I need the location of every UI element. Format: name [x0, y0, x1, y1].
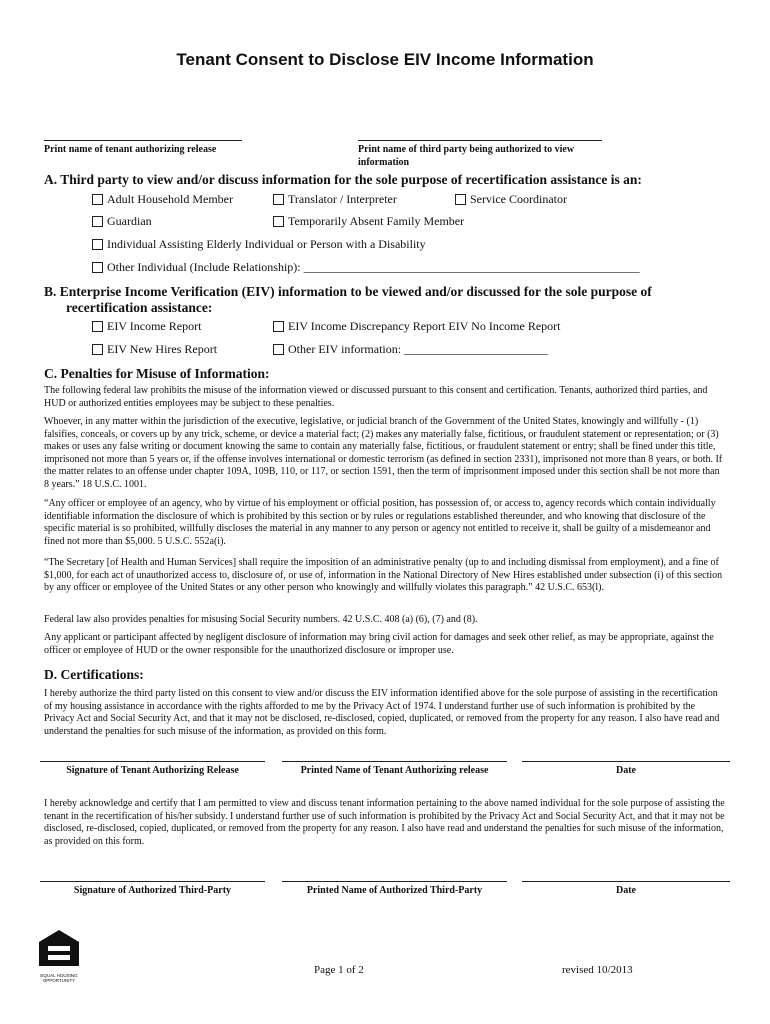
logo-text: EQUAL HOUSING OPPORTUNITY: [40, 973, 78, 983]
checkbox-box[interactable]: [92, 194, 103, 205]
penalties-intro: The following federal law prohibits the misuse of the information viewed or discussed pursuant to this consent and certification. Tenants, authorized third parties, and HUD or authorized entities employees may be subject to these penalties.: [44, 385, 708, 409]
checkbox-guardian[interactable]: [92, 213, 152, 229]
third-party-date-label: Date: [616, 885, 636, 896]
page-number: Page 1 of 2: [314, 964, 364, 976]
tenant-printed-name-label: Printed Name of Tenant Authorizing release: [300, 765, 489, 776]
checkbox-box[interactable]: [92, 262, 103, 273]
option-label: EIV Income Discrepancy Report EIV No Income Report: [288, 319, 561, 333]
penalties-ssn: Federal law also provides penalties for misusing Social Security numbers. 42 U.S.C. 408 (a) (6), (7) and (8).: [44, 614, 478, 625]
option-label: EIV Income Report: [107, 319, 202, 333]
tenant-signature-label: Signature of Tenant Authorizing Release: [66, 765, 239, 776]
penalties-5usc552a: “Any officer or employee of an agency, who by virtue of his employment or official position, has possession of, or access to, agency records which contain individually identifiable information the disclosure of which is prohibited by this section or by rules or regulations established thereunder, and who knowing that disclosure of the specific material is so prohibited, willfully discloses the material in any manner to any person or agency not entitled to receive it, shall be guilty of a misdemeanor and fined not more than $5,000. 5 U.S.C. 552a(i).: [44, 498, 716, 547]
option-label: Service Coordinator: [470, 192, 567, 206]
checkbox-box[interactable]: [92, 321, 103, 332]
section-c-heading: C. Penalties for Misuse of Information:: [44, 366, 270, 381]
checkbox-eiv-new-hires[interactable]: [92, 341, 217, 357]
option-label: Other Individual (Include Relationship): ________________________________________________________: [107, 260, 640, 274]
checkbox-translator[interactable]: [273, 191, 397, 207]
checkbox-individual-assisting[interactable]: [92, 236, 426, 252]
tenant-printed-name-line[interactable]: [282, 761, 507, 762]
section-a-heading: A. Third party to view and/or discuss information for the sole purpose of recertification assistance is an:: [44, 172, 642, 187]
section-b-heading: B. Enterprise Income Verification (EIV) information to be viewed and/or discussed for the sole purpose of: [44, 284, 652, 299]
option-label: Individual Assisting Elderly Individual or Person with a Disability: [107, 237, 426, 251]
penalties-civil-action: Any applicant or participant affected by negligent disclosure of information may bring civil action for damages and seek other relief, as may be appropriate, against the officer or employee of HUD or the owner responsible for the unauthorized disclosure or improper use.: [44, 632, 714, 656]
checkbox-box[interactable]: [273, 344, 284, 355]
tenant-signature-line[interactable]: [40, 761, 265, 762]
checkbox-box[interactable]: [92, 216, 103, 227]
tenant-name-label: Print name of tenant authorizing release: [44, 144, 217, 155]
third-party-certification-text: I hereby acknowledge and certify that I am permitted to view and discuss tenant information pertaining to the above named individual for the sole purpose of assisting the tenant in the recertification of his/her subsidy. I understand further use of such information is prohibited by the Privacy Act and Social Security Act, and that it may not be disclosed, re-disclosed, copied, duplicated, or removed from the property for any reason. I also have read and understand the penalties for such misuse of the information, as provided on this form.: [44, 798, 725, 847]
third-party-printed-name-line[interactable]: [282, 881, 507, 882]
option-label: Guardian: [107, 214, 152, 228]
checkbox-box[interactable]: [273, 194, 284, 205]
checkbox-box[interactable]: [273, 216, 284, 227]
third-party-printed-name-label: Printed Name of Authorized Third-Party: [306, 885, 483, 896]
option-label: Adult Household Member: [107, 192, 233, 206]
option-label: Temporarily Absent Family Member: [288, 214, 465, 228]
option-label: EIV New Hires Report: [107, 342, 218, 356]
tenant-name-line[interactable]: [44, 140, 242, 141]
third-party-signature-label: Signature of Authorized Third-Party: [73, 885, 232, 896]
checkbox-eiv-income-report[interactable]: [92, 318, 201, 334]
checkbox-box[interactable]: [455, 194, 466, 205]
equal-housing-opportunity-icon: [36, 928, 82, 983]
checkbox-other-eiv[interactable]: [273, 341, 548, 357]
revision-date: revised 10/2013: [562, 964, 633, 976]
section-b-heading-cont: recertification assistance:: [66, 300, 213, 315]
third-party-name-label: Print name of third party being authorized to view information: [358, 144, 575, 168]
option-label: Other EIV information: ________________________: [288, 342, 549, 356]
tenant-certification-text: I hereby authorize the third party listed on this consent to view and/or discuss the EIV information identified above for the sole purpose of assisting in the recertification of my housing assistance in accordance with the rights afforded to me by the Privacy Act of 1974. I understand further use of such information is prohibited by the Privacy Act and Social Security Act, and that it may not be disclosed, re-disclosed, copied, duplicated, or removed from the property for any reason. I also have read and understand the penalties for such misuse of the information, as provided on this form.: [44, 688, 720, 737]
tenant-date-label: Date: [616, 765, 636, 776]
tenant-date-line[interactable]: [522, 761, 730, 762]
checkbox-service-coordinator[interactable]: [455, 191, 567, 207]
third-party-signature-line[interactable]: [40, 881, 265, 882]
document-title: Tenant Consent to Disclose EIV Income Information: [176, 50, 594, 69]
penalties-42usc653: “The Secretary [of Health and Human Services] shall require the imposition of an administrative penalty (up to and including dismissal from employment), and a fine of $1,000, for each act of unauthorized access to, disclosure of, or use of, information in the National Directory of New Hires established under subsection (i) of this section by any officer or employee of the United States or any other person who knowingly and willfully violates this paragraph.” 42 U.S.C. 653(l).: [44, 557, 723, 594]
section-d-heading: D. Certifications:: [44, 667, 144, 682]
checkbox-other-individual[interactable]: [92, 259, 640, 275]
checkbox-eiv-discrepancy[interactable]: [273, 318, 560, 334]
checkbox-temporarily-absent[interactable]: [273, 213, 464, 229]
checkbox-box[interactable]: [273, 321, 284, 332]
third-party-date-line[interactable]: [522, 881, 730, 882]
penalties-18usc1001: Whoever, in any matter within the jurisdiction of the executive, legislative, or judicial branch of the Government of the United States, knowingly and willfully - (1) falsifies, conceals, or covers up by any trick, scheme, or device a material fact; (2) makes any materially false, fictitious, or fraudulent statement or representation; or (3) makes or uses any false writing or document knowing the same to contain any materially false, fictitious, or fraudulent statement or entry; shall be fined under this title, imprisoned not more than 5 years or, if the offense involves international or domestic terrorism (as defined in section 2331), imprisoned not more than 8 years, or both. If the matter relates to an offense under chapter 109A, 109B, 110, or 117, or section 1591, then the term of imprisonment imposed under this section shall be not more than 8 years.” 18 U.S.C. 1001.: [44, 416, 723, 490]
checkbox-box[interactable]: [92, 344, 103, 355]
checkbox-box[interactable]: [92, 239, 103, 250]
third-party-name-line[interactable]: [358, 140, 602, 141]
checkbox-adult-household-member[interactable]: [92, 191, 233, 207]
option-label: Translator / Interpreter: [288, 192, 397, 206]
